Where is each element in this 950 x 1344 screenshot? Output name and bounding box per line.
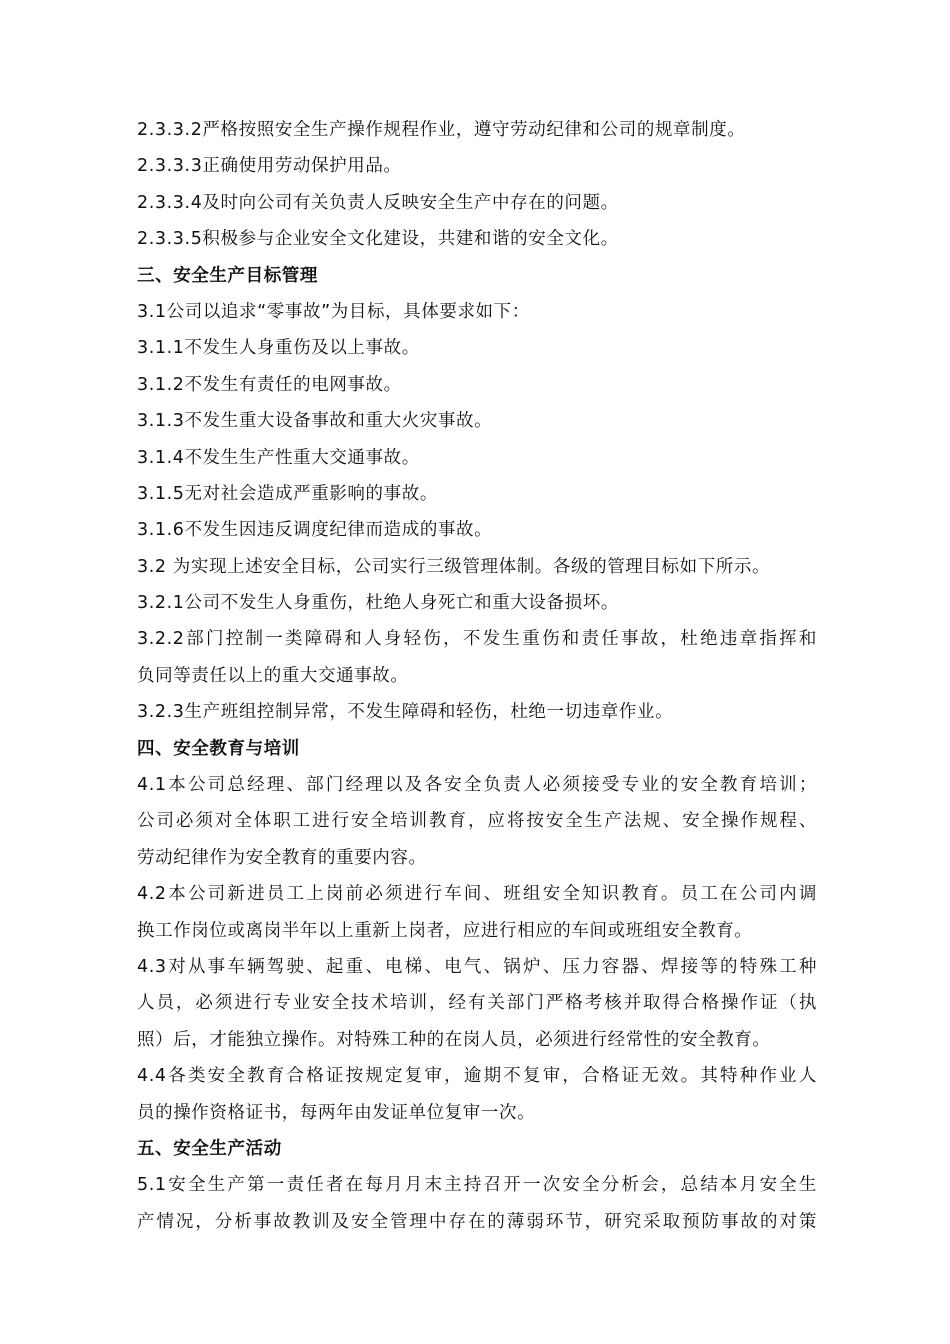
section-heading: 三、安全生产目标管理	[137, 265, 318, 286]
text-line: 3.1.3不发生重大设备事故和重大火灾事故。	[137, 411, 493, 432]
text-line: 2.3.3.4及时向公司有关负责人反映安全生产中存在的问题。	[137, 192, 619, 213]
text-line: 5.1安全生产第一责任者在每月月末主持召开一次安全分析会，总结本月安全生	[137, 1175, 817, 1196]
text-line: 换工作岗位或离岗半年以上重新上岗者，应进行相应的车间或班组安全教育。	[137, 920, 753, 941]
text-line: 4.4各类安全教育合格证按规定复审，逾期不复审，合格证无效。其特种作业人	[137, 1066, 817, 1087]
text-line: 劳动纪律作为安全教育的重要内容。	[137, 847, 427, 868]
text-line: 照）后，才能独立操作。对特殊工种的在岗人员，必须进行经常性的安全教育。	[137, 1029, 771, 1050]
text-line: 员的操作资格证书，每两年由发证单位复审一次。	[137, 1102, 536, 1123]
text-line: 3.2.2部门控制一类障碍和人身轻伤，不发生重伤和责任事故，杜绝违章指挥和	[137, 629, 817, 650]
text-line: 3.2.1公司不发生人身重伤，杜绝人身死亡和重大设备损坏。	[137, 593, 619, 614]
text-line: 3.1.5无对社会造成严重影响的事故。	[137, 483, 438, 504]
text-line: 2.3.3.2严格按照安全生产操作规程作业，遵守劳动纪律和公司的规章制度。	[137, 120, 746, 140]
text-line: 3.2.3生产班组控制异常，不发生障碍和轻伤，杜绝一切违章作业。	[137, 702, 674, 723]
document-page	[137, 112, 817, 1240]
text-line: 3.1.2不发生有责任的电网事故。	[137, 374, 402, 395]
text-line: 4.2本公司新进员工上岗前必须进行车间、班组安全知识教育。员工在公司内调	[137, 884, 817, 905]
text-line: 4.3对从事车辆驾驶、起重、电梯、电气、锅炉、压力容器、焊接等的特殊工种	[137, 956, 817, 977]
text-line: 3.1.4不发生生产性重大交通事故。	[137, 447, 420, 468]
text-line: 2.3.3.5积极参与企业安全文化建设，共建和谐的安全文化。	[137, 229, 619, 250]
text-line: 2.3.3.3正确使用劳动保护用品。	[137, 156, 402, 177]
text-line: 公司必须对全体职工进行安全培训教育，应将按安全生产法规、安全操作规程、	[137, 811, 817, 832]
section-heading: 五、安全生产活动	[137, 1138, 282, 1159]
text-line: 人员，必须进行专业安全技术培训，经有关部门严格考核并取得合格操作证（执	[137, 993, 817, 1014]
section-heading: 四、安全教育与培训	[137, 738, 300, 759]
text-line: 负同等责任以上的重大交通事故。	[137, 665, 409, 686]
text-line: 3.1.1不发生人身重伤及以上事故。	[137, 338, 420, 359]
text-line: 3.2 为实现上述安全目标，公司实行三级管理体制。各级的管理目标如下所示。	[137, 556, 771, 577]
text-line: 3.1公司以追求“零事故”为目标，具体要求如下：	[137, 301, 530, 322]
text-line: 产情况，分析事故教训及安全管理中存在的薄弱环节，研究采取预防事故的对策	[137, 1211, 817, 1232]
text-line: 3.1.6不发生因违反调度纪律而造成的事故。	[137, 520, 493, 541]
text-line: 4.1本公司总经理、部门经理以及各安全负责人必须接受专业的安全教育培训；	[137, 775, 817, 796]
